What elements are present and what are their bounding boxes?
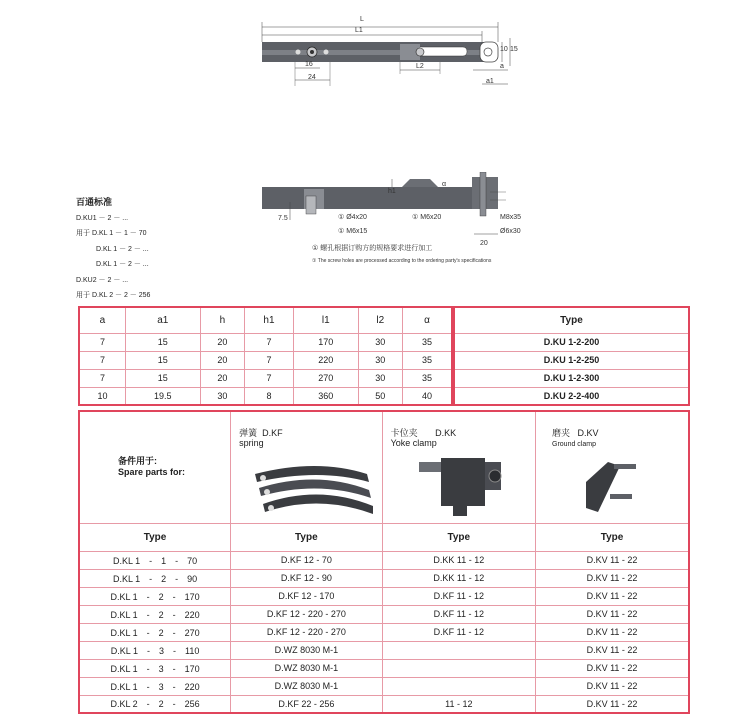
spring-caption (239, 428, 283, 448)
notes-title: 百通标准 (76, 197, 113, 207)
type-header: Type (79, 523, 231, 551)
dimension-table-header (79, 307, 689, 333)
dim-m6x15: ① M6x15 (338, 228, 368, 235)
left-notes (76, 195, 150, 304)
cell: 35 (402, 351, 452, 369)
ground-clamp-icon (580, 452, 650, 518)
ground-code: D.KV (577, 428, 599, 438)
dim-L: L (360, 16, 364, 23)
table-row (79, 695, 689, 713)
dim-L1: L1 (355, 27, 363, 34)
cell: 50 (358, 387, 402, 405)
cell: D.KF 12 - 220 - 270 (231, 605, 382, 623)
table-row (79, 387, 689, 405)
dim-15: 15 (510, 46, 518, 53)
yoke-code: D.KK (435, 428, 457, 438)
dim-alpha: α (442, 181, 447, 188)
dim-m8x35: M8x35 (500, 214, 522, 221)
cell: 30 (358, 369, 402, 387)
cell: D.KV 11 - 22 (536, 605, 689, 623)
th-h: h (200, 307, 244, 333)
note-cn: ① 螺孔根据订购方的规格要求进行加工 (312, 245, 433, 252)
cell: D.KL 2 - 2 - 256 (79, 695, 231, 713)
cell: D.KL 1 - 1 - 70 (79, 551, 231, 569)
cell: D.KL 1 - 3 - 170 (79, 659, 231, 677)
dim-d6x30: Ø6x30 (500, 228, 521, 235)
dim-7-5: 7.5 (278, 215, 288, 222)
cell: 8 (245, 387, 294, 405)
table-row (79, 587, 689, 605)
dim-m6x20-text: M6x20 (420, 214, 442, 221)
cell: D.KV 11 - 22 (536, 587, 689, 605)
cell: 20 (200, 351, 244, 369)
cell: D.KV 11 - 22 (536, 641, 689, 659)
cell: D.KV 11 - 22 (536, 623, 689, 641)
th-a1: a1 (125, 307, 200, 333)
th-type: Type (453, 307, 689, 333)
yoke-clamp-icon (413, 448, 513, 520)
cell: 30 (358, 333, 402, 351)
cell: 15 (125, 351, 200, 369)
yoke-en: Yoke clamp (390, 438, 437, 448)
cell: D.KF 11 - 12 (382, 605, 535, 623)
table-row (79, 551, 689, 569)
dim-L2: L2 (416, 63, 424, 70)
spring-en: spring (239, 438, 264, 448)
notes-line-5: D.KU2 － 2 － ... (76, 276, 129, 284)
cell: D.KL 1 - 3 - 110 (79, 641, 231, 659)
spare-parts-table (78, 410, 690, 714)
dim-a1: a1 (486, 78, 494, 85)
type-cell: D.KU 1-2-250 (453, 351, 689, 369)
cell: 19.5 (125, 387, 200, 405)
dim-d4x20: ① Ø4x20 (338, 214, 367, 221)
cell: D.KF 22 - 256 (231, 695, 382, 713)
cell: 270 (293, 369, 358, 387)
ground-clamp-cell (536, 411, 689, 523)
cell: 35 (402, 333, 452, 351)
cell: D.WZ 8030 M-1 (231, 659, 382, 677)
cell (382, 677, 535, 695)
notes-line-1: D.KU1 － 2 － ... (76, 214, 129, 222)
dim-m6x15-text: M6x15 (346, 228, 368, 235)
cell: 11 - 12 (382, 695, 535, 713)
yoke-clamp-caption (391, 428, 457, 448)
cell: D.KV 11 - 22 (536, 659, 689, 677)
notes-line-4: D.KL 1 － 2 － ... (96, 261, 149, 268)
cell: 360 (293, 387, 358, 405)
table-row (79, 369, 689, 387)
dim-a: a (500, 63, 504, 70)
cell: 35 (402, 369, 452, 387)
dim-d4x20-text: Ø4x20 (346, 214, 367, 221)
cell: 7 (79, 333, 125, 351)
cell: D.KV 11 - 22 (536, 695, 689, 713)
side-view-drawing (262, 172, 532, 252)
spring-cn: 弹簧 (239, 428, 258, 438)
dim-m6x20: ① M6x20 (412, 214, 442, 221)
cell (382, 659, 535, 677)
cell: D.KL 1 - 2 - 220 (79, 605, 231, 623)
cell: D.KL 1 - 2 - 90 (79, 569, 231, 587)
cell: 170 (293, 333, 358, 351)
notes-line-6: 用于 D.KL 2 － 2 － 256 (76, 292, 151, 299)
notes-line-3: D.KL 1 － 2 － ... (96, 245, 149, 253)
th-l2: l2 (358, 307, 402, 333)
table-row (79, 677, 689, 695)
cell: 10 (79, 387, 125, 405)
type-cell: D.KU 2-2-400 (453, 387, 689, 405)
ground-cn: 磨夹 (552, 428, 571, 438)
cell: 7 (245, 369, 294, 387)
th-l1: l1 (293, 307, 358, 333)
note-cn-text: 螺孔根据订购方的规格要求进行加工 (320, 245, 433, 252)
dim-h1: h1 (388, 188, 396, 195)
cell: D.KF 11 - 12 (382, 623, 535, 641)
cell: 15 (125, 333, 200, 351)
cell: D.KV 11 - 22 (536, 569, 689, 587)
table-row (79, 641, 689, 659)
cell: D.WZ 8030 M-1 (231, 641, 382, 659)
dim-20: 20 (480, 240, 488, 247)
cell: 7 (79, 369, 125, 387)
notes-line-2: 用于 D.KL 1 － 1 － 70 (76, 230, 147, 237)
spare-en: Spare parts for: (118, 467, 186, 478)
table-row (79, 333, 689, 351)
cell: D.WZ 8030 M-1 (231, 677, 382, 695)
table-row (79, 605, 689, 623)
cell: D.KV 11 - 22 (536, 551, 689, 569)
spring-cell (231, 411, 382, 523)
th-h1: h1 (245, 307, 294, 333)
table-row (79, 569, 689, 587)
type-cell: D.KU 1-2-200 (453, 333, 689, 351)
table-row (79, 351, 689, 369)
cell: D.KF 12 - 90 (231, 569, 382, 587)
cell: 7 (245, 333, 294, 351)
spare-parts-label (79, 411, 231, 523)
note-en-text: The screw holes are processed according to the ordering party's specifications (317, 258, 492, 264)
cell: D.KV 11 - 22 (536, 677, 689, 695)
type-header-row (79, 523, 689, 551)
table-row (79, 623, 689, 641)
yoke-cn: 卡位夹 (390, 428, 418, 438)
cell: 7 (245, 351, 294, 369)
note-en: ① The screw holes are processed according to the ordering party's specifications (312, 258, 492, 264)
dimension-table (78, 306, 690, 406)
cell: D.KF 12 - 220 - 270 (231, 623, 382, 641)
cell: 15 (125, 369, 200, 387)
th-alpha: α (402, 307, 452, 333)
cell: 40 (402, 387, 452, 405)
cell (382, 641, 535, 659)
cell: D.KL 1 - 2 - 170 (79, 587, 231, 605)
type-cell: D.KU 1-2-300 (453, 369, 689, 387)
type-header: Type (536, 523, 689, 551)
spring-code: D.KF (262, 428, 283, 438)
cell: 30 (358, 351, 402, 369)
cell: D.KF 12 - 70 (231, 551, 382, 569)
table-row (79, 659, 689, 677)
cell: D.KF 11 - 12 (382, 587, 535, 605)
dim-10: 10 (500, 46, 508, 53)
dim-24: 24 (308, 74, 316, 81)
cell: 30 (200, 387, 244, 405)
spare-parts-header (79, 411, 689, 523)
th-a: a (79, 307, 125, 333)
dim-16: 16 (305, 61, 313, 68)
cell: D.KL 1 - 2 - 270 (79, 623, 231, 641)
yoke-clamp-cell (382, 411, 535, 523)
cell: 20 (200, 333, 244, 351)
type-header: Type (231, 523, 382, 551)
spring-icon (247, 452, 377, 520)
cell: D.KK 11 - 12 (382, 551, 535, 569)
type-header: Type (382, 523, 535, 551)
cell: 220 (293, 351, 358, 369)
ground-en: Ground clamp (552, 441, 596, 448)
ground-clamp-caption (552, 428, 599, 450)
cell: 20 (200, 369, 244, 387)
spare-cn: 备件用于: (118, 456, 157, 467)
cell: D.KF 12 - 170 (231, 587, 382, 605)
cell: 7 (79, 351, 125, 369)
cell: D.KL 1 - 3 - 220 (79, 677, 231, 695)
cell: D.KK 11 - 12 (382, 569, 535, 587)
